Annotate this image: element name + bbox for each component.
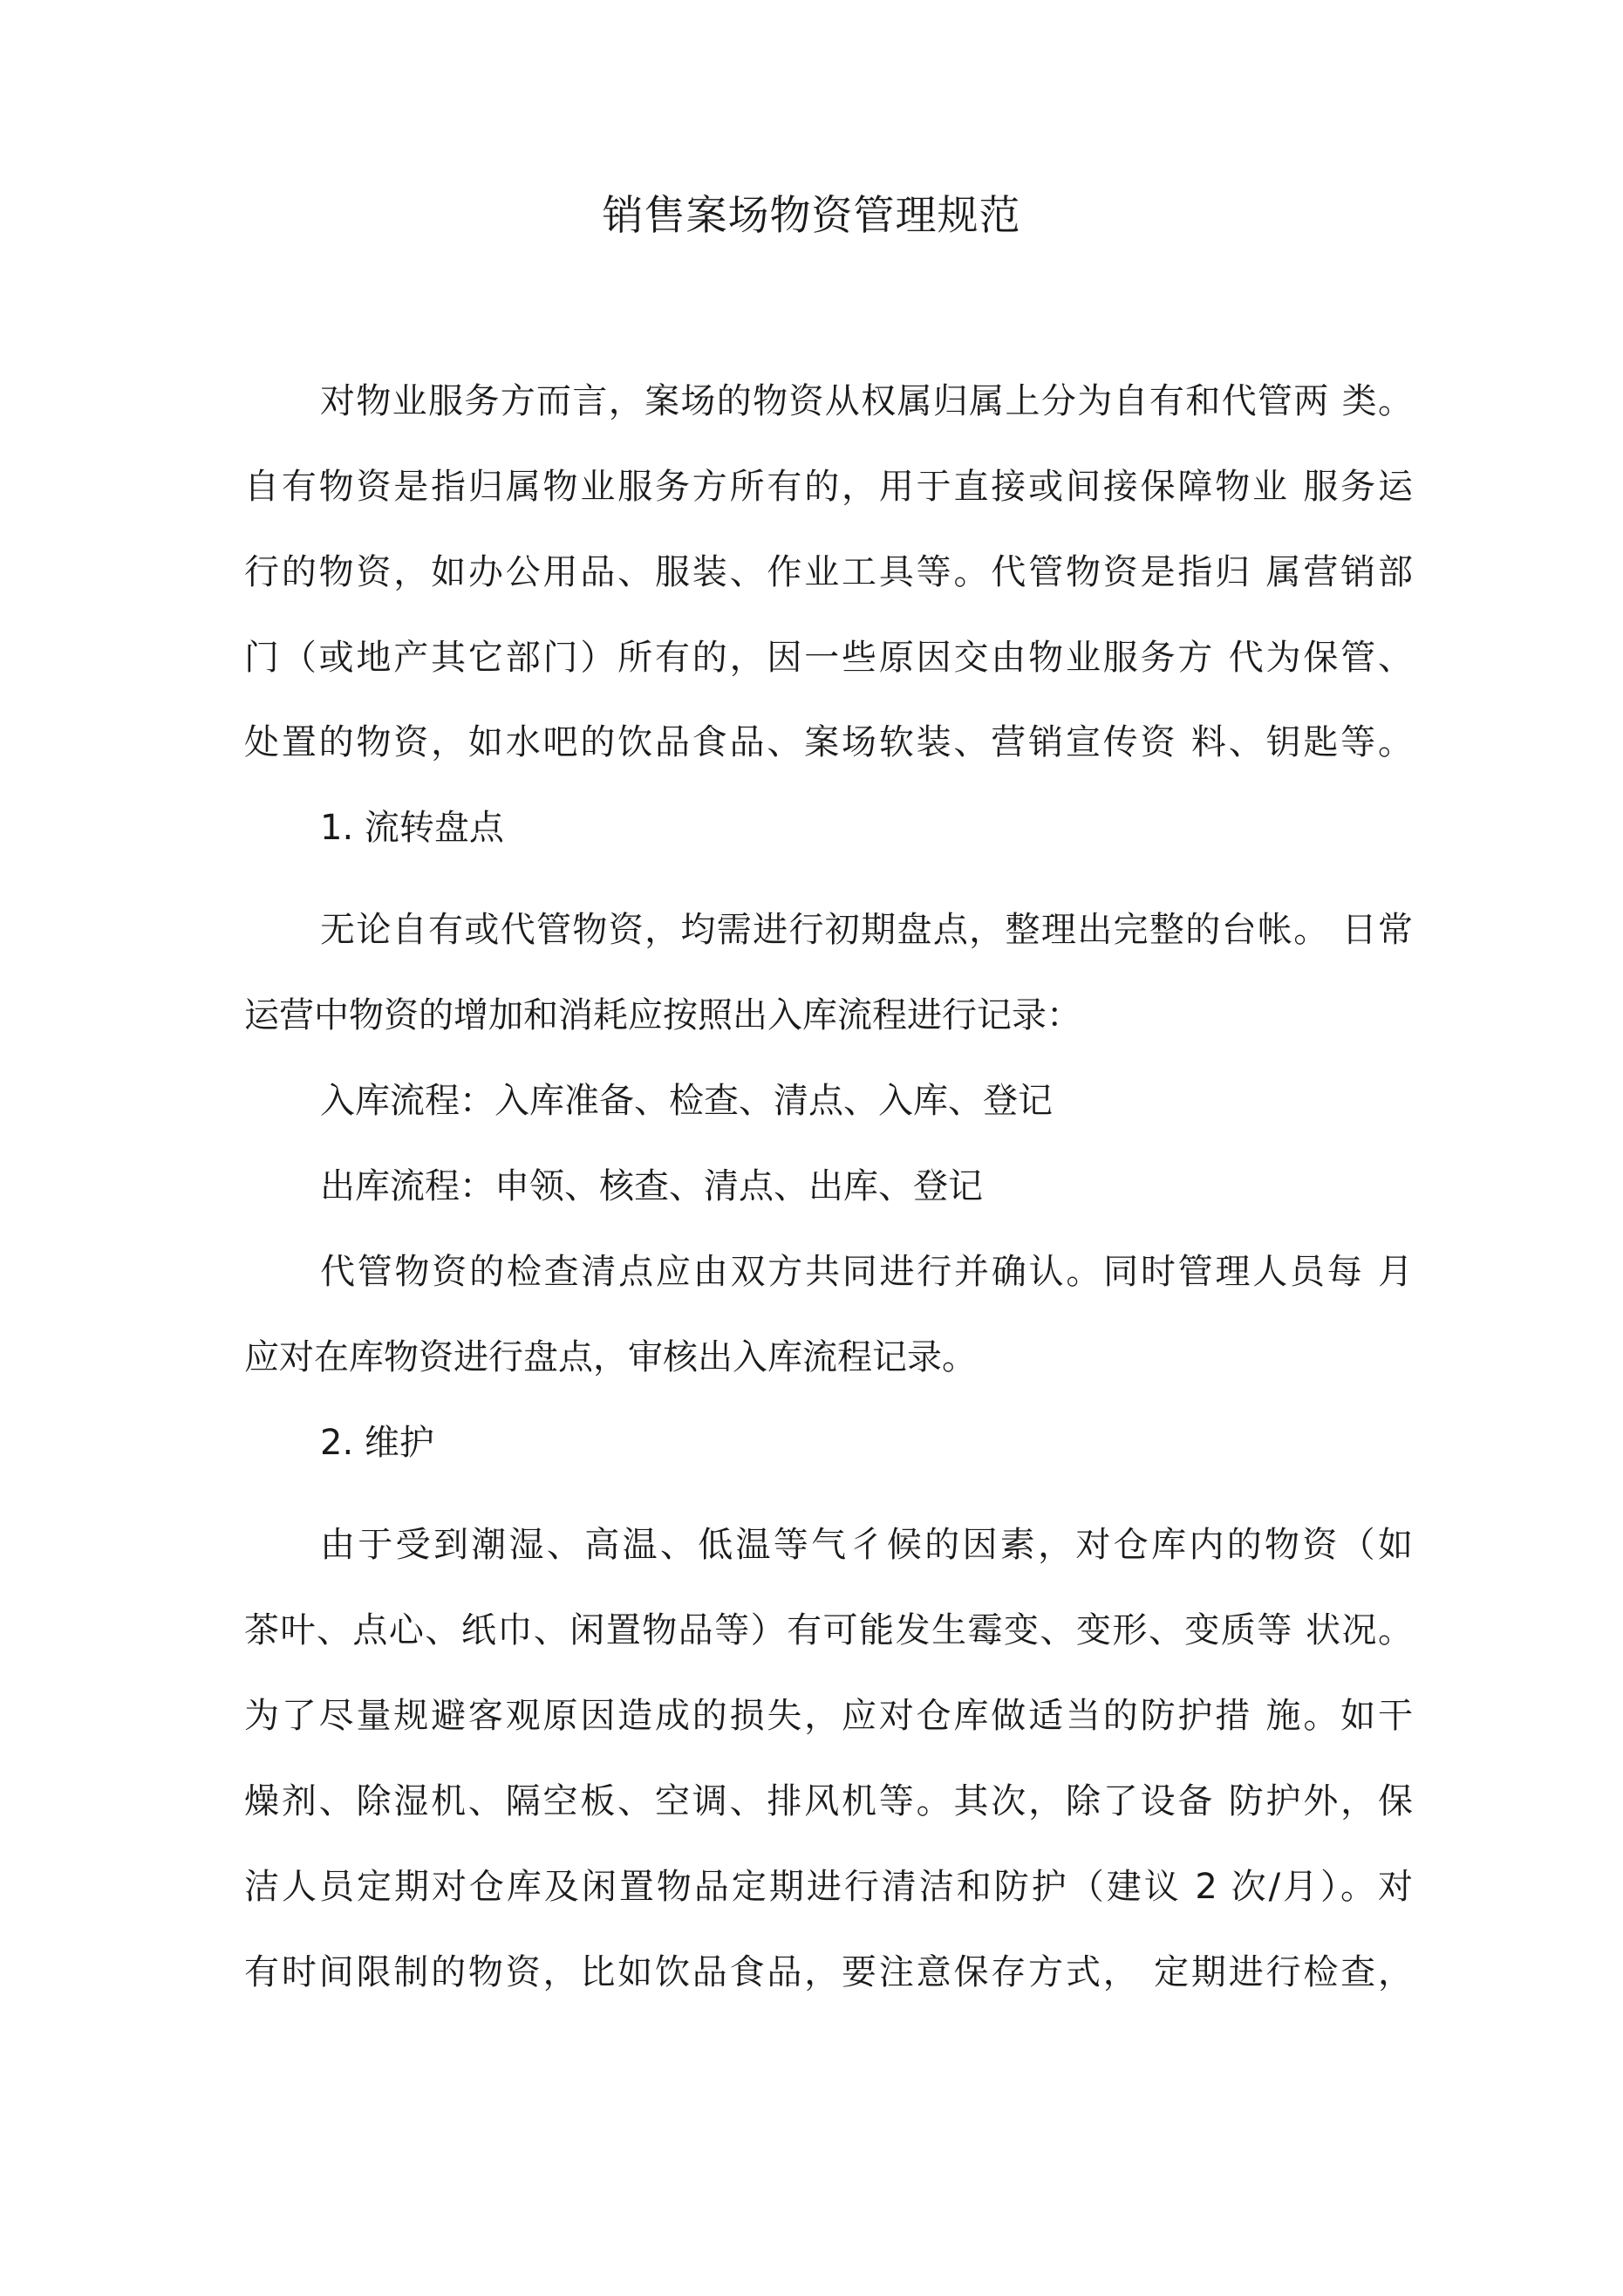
paragraph-line: 有时间限制的物资，比如饮品食品，要注意保存方式， 定期进行检查， (244, 1952, 1413, 1992)
paragraph-line: 洁人员定期对仓库及闲置物品定期进行清洁和防护（建议 2 次/月）。对 (244, 1867, 1413, 1907)
section-heading: 1. 流转盘点 (320, 808, 504, 848)
document-title: 销售案场物资管理规范 (602, 192, 1021, 240)
paragraph-line: 应对在库物资进行盘点，审核出入库流程记录。 (244, 1337, 977, 1377)
paragraph-line: 处置的物资，如水吧的饮品食品、案场软装、营销宣传资 料、钥匙等。 (244, 722, 1413, 762)
section-heading: 2. 维护 (320, 1423, 434, 1463)
paragraph-line: 燥剂、除湿机、隔空板、空调、排风机等。其次，除了设备 防护外，保 (244, 1781, 1413, 1821)
paragraph-line: 入库流程：入库准备、检查、清点、入库、登记 (320, 1081, 1053, 1121)
paragraph-line: 出库流程：申领、核查、清点、出库、登记 (320, 1166, 983, 1206)
paragraph-line: 无论自有或代管物资，均需进行初期盘点，整理出完整的台帐。 日常 (320, 910, 1413, 950)
paragraph-line: 运营中物资的增加和消耗应按照出入库流程进行记录： (244, 995, 1081, 1035)
paragraph-line: 为了尽量规避客观原因造成的损失，应对仓库做适当的防护措 施。如干 (244, 1696, 1413, 1736)
paragraph-line: 茶叶、点心、纸巾、闲置物品等）有可能发生霉变、变形、变质等 状况。 (244, 1610, 1413, 1650)
paragraph-line: 对物业服务方而言，案场的物资从权属归属上分为自有和代管两 类。 (320, 381, 1413, 421)
paragraph-line: 门（或地产其它部门）所有的，因一些原因交由物业服务方 代为保管、 (244, 638, 1413, 678)
paragraph-line: 自有物资是指归属物业服务方所有的，用于直接或间接保障物业 服务运 (244, 467, 1413, 507)
paragraph-line: 代管物资的检查清点应由双方共同进行并确认。同时管理人员每 月 (320, 1252, 1413, 1292)
paragraph-line: 由于受到潮湿、高温、低温等气彳候的因素，对仓库内的物资（如 (320, 1525, 1413, 1565)
paragraph-line: 行的物资，如办公用品、服装、作业工具等。代管物资是指归 属营销部 (244, 552, 1413, 592)
